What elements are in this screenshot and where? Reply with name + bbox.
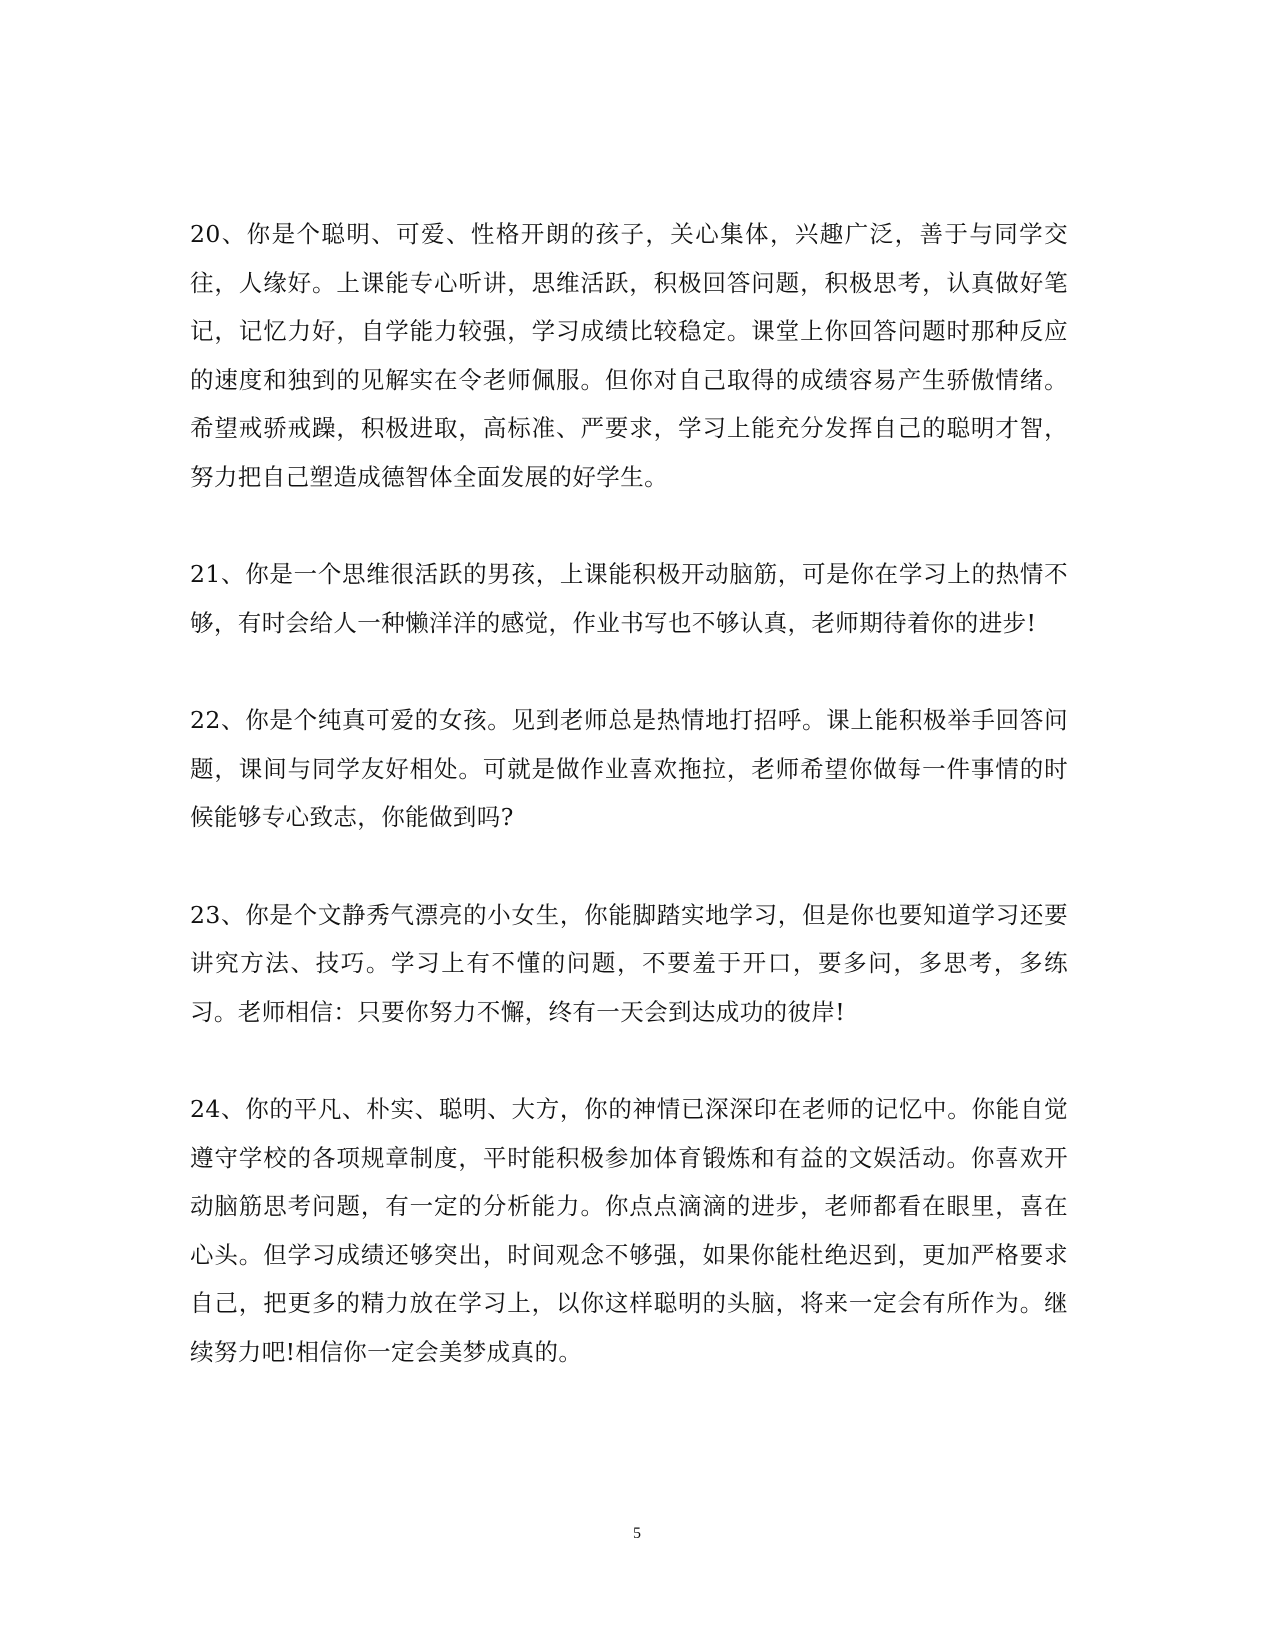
comment-paragraph-24: 24、你的平凡、朴实、聪明、大方，你的神情已深深印在老师的记忆中。你能自觉遵守学校的各项规章制度，平时能积极参加体育锻炼和有益的文娱活动。你喜欢开动脑筋思考问题，有一定的分析能力。你点点滴滴的进步，老师都看在眼里，喜在心头。但学习成绩还够突出，时间观念不够强，如果你能杜绝迟到，更加严格要求自己，把更多的精力放在学习上，以你这样聪明的头脑，将来一定会有所作为。继续努力吧!相信你一定会美梦成真的。: [190, 1095, 1068, 1366]
page-number: 5: [633, 1525, 641, 1542]
comment-paragraph-22: 22、你是个纯真可爱的女孩。见到老师总是热情地打招呼。课上能积极举手回答问题，课间与同学友好相处。可就是做作业喜欢拖拉，老师希望你做每一件事情的时候能够专心致志，你能做到吗?: [190, 706, 1068, 831]
comment-paragraph-23: 23、你是个文静秀气漂亮的小女生，你能脚踏实地学习，但是你也要知道学习还要讲究方法、技巧。学习上有不懂的问题，不要羞于开口，要多问，多思考，多练习。老师相信：只要你努力不懈，终有一天会到达成功的彼岸!: [190, 900, 1068, 1026]
comment-paragraph-20: 20、你是个聪明、可爱、性格开朗的孩子，关心集体，兴趣广泛，善于与同学交往，人缘好。上课能专心听讲，思维活跃，积极回答问题，积极思考，认真做好笔记，记忆力好，自学能力较强，学习成绩比较稳定。课堂上你回答问题时那种反应的速度和独到的见解实在令老师佩服。但你对自己取得的成绩容易产生骄傲情绪。希望戒骄戒躁，积极进取，高标准、严要求，学习上能充分发挥自己的聪明才智，努力把自己塑造成德智体全面发展的好学生。: [190, 220, 1068, 491]
comment-paragraph-21: 21、你是一个思维很活跃的男孩，上课能积极开动脑筋，可是你在学习上的热情不够，有时会给人一种懒洋洋的感觉，作业书写也不够认真，老师期待着你的进步!: [190, 560, 1068, 637]
document-body: [190, 210, 1068, 1376]
